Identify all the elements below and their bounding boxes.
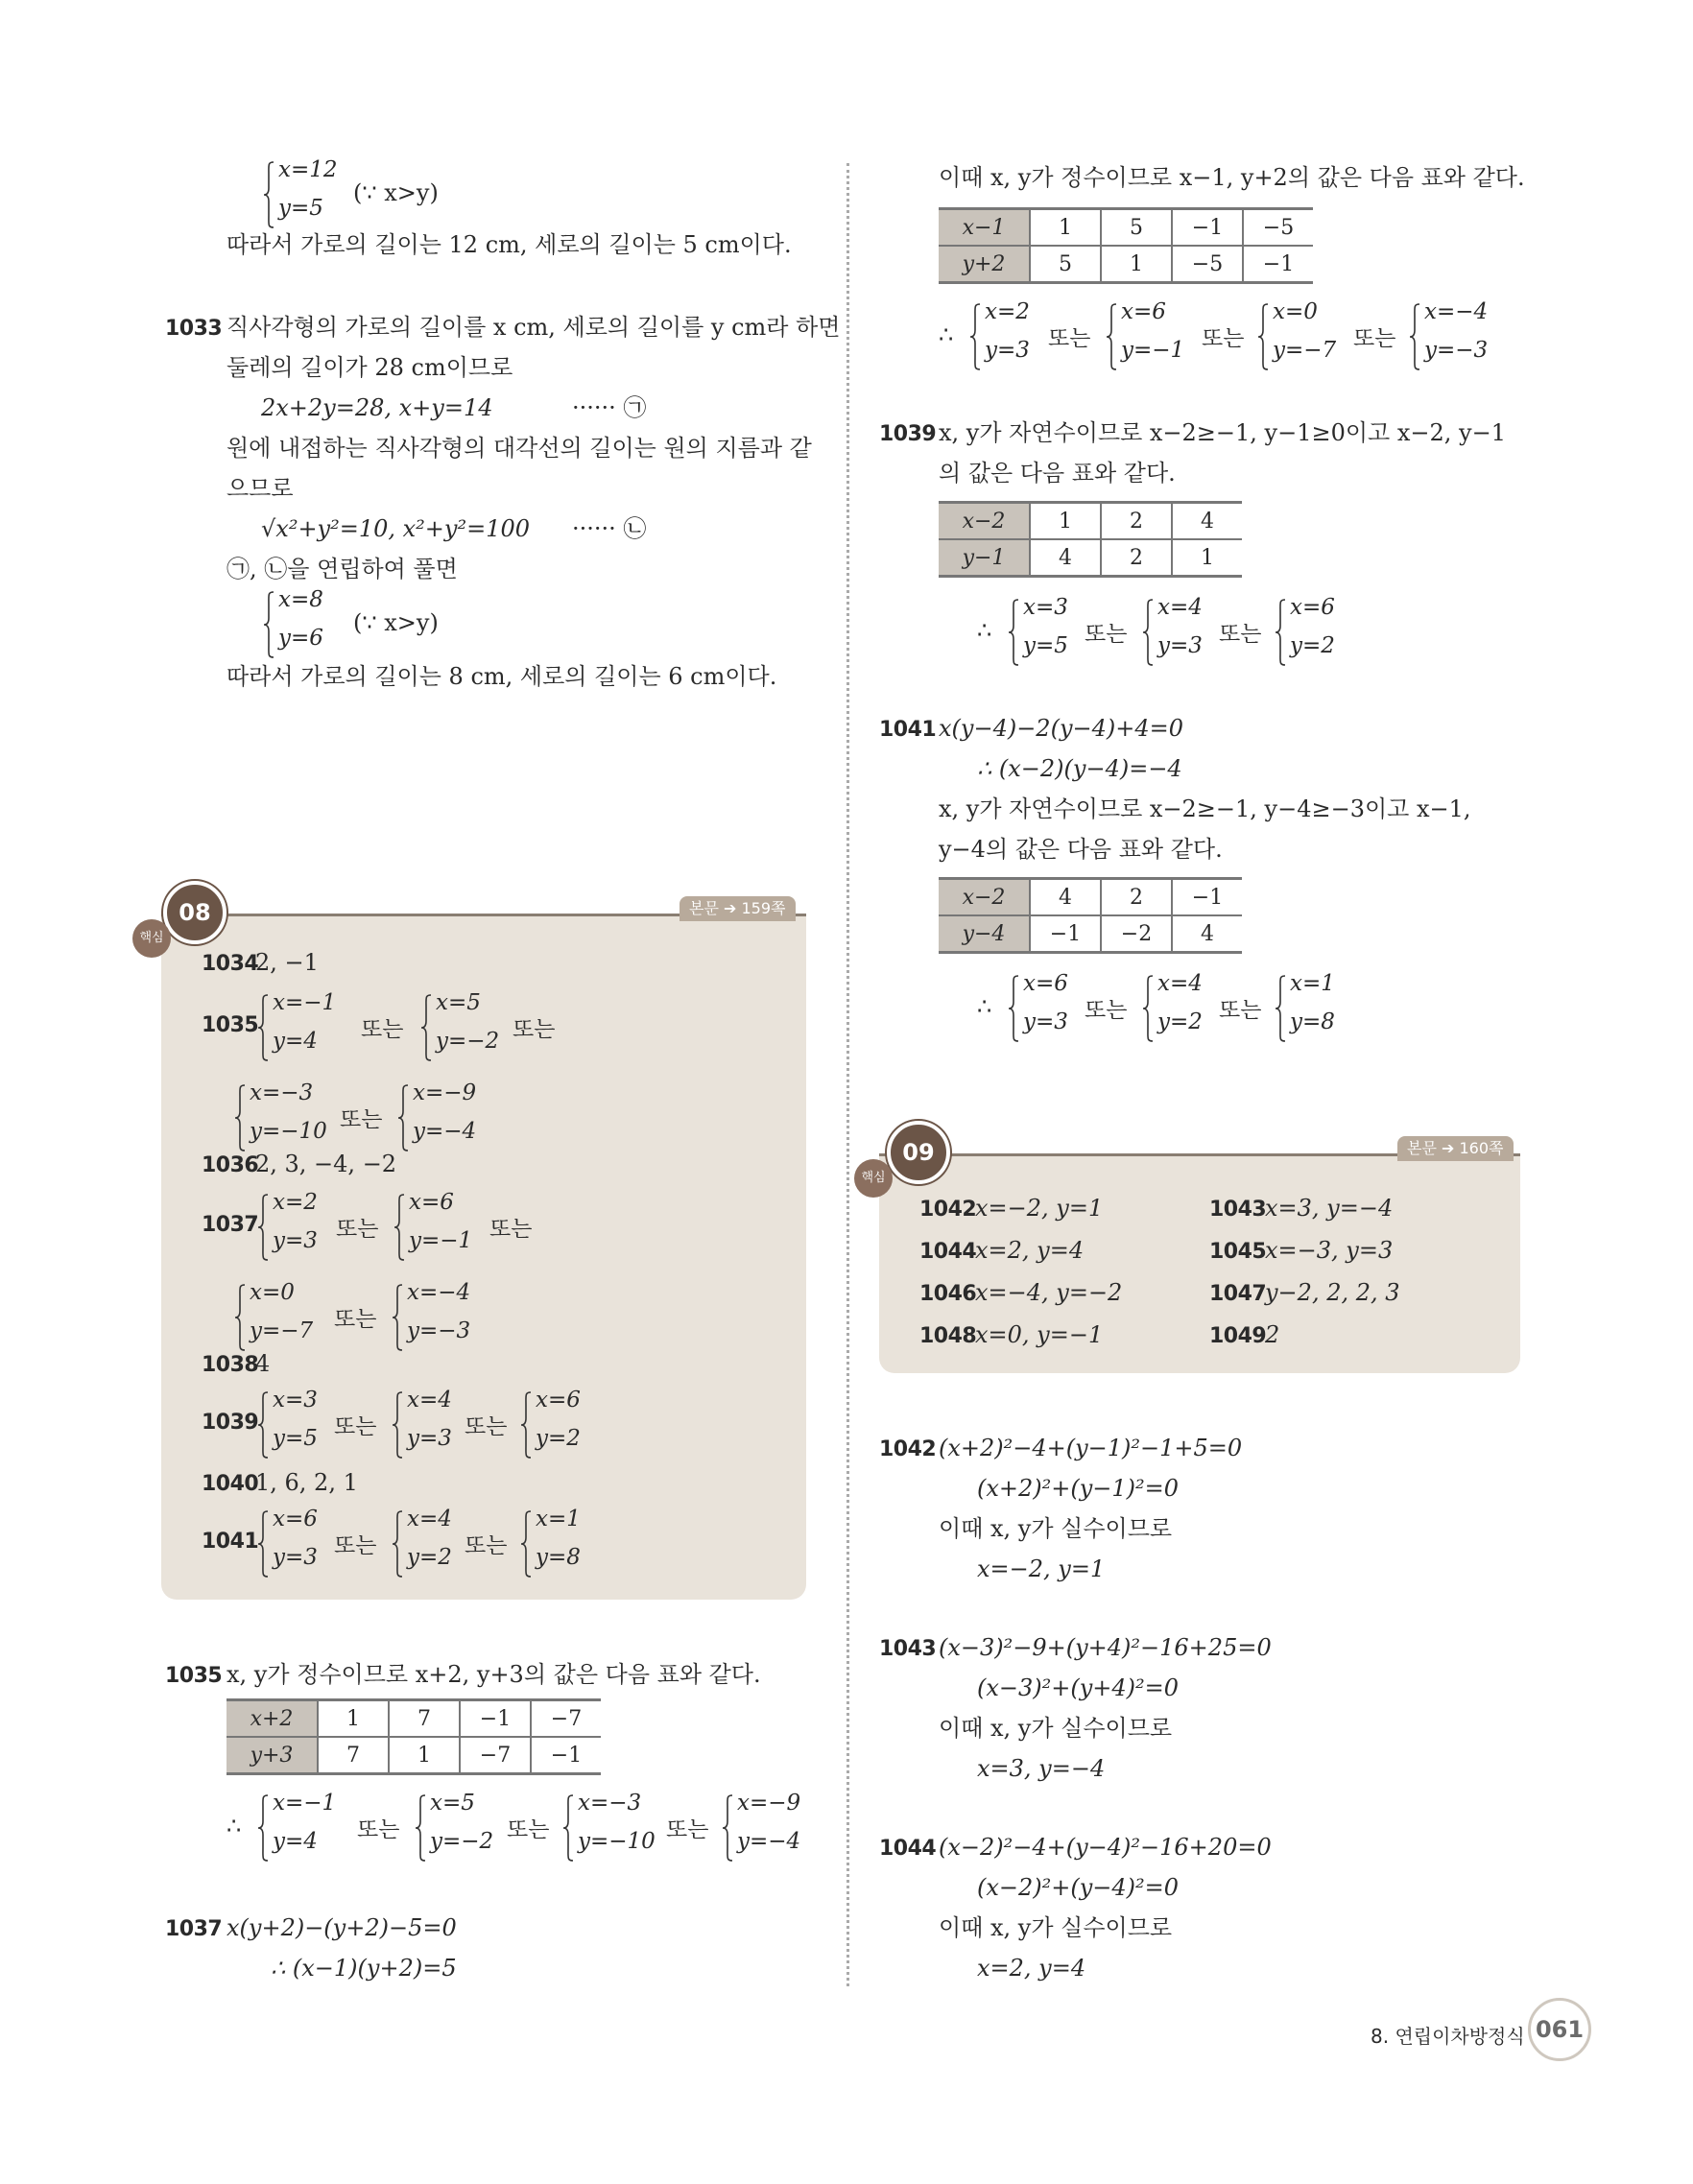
brace-icon <box>415 1794 426 1862</box>
answer-number: 1043 <box>1209 1198 1267 1222</box>
problem-number: 1037 <box>165 1917 223 1941</box>
table-row <box>939 879 1242 916</box>
eq-row: x=4 <box>407 1388 452 1412</box>
eq-row: y=−10 <box>250 1119 327 1144</box>
equation: x(y−4)−2(y−4)+4=0 <box>939 715 1183 742</box>
table-row <box>939 539 1242 577</box>
or-word: 또는 <box>334 1307 377 1332</box>
eq-row: y=−4 <box>413 1119 477 1144</box>
table-row <box>939 503 1242 540</box>
table-header-cell: y+2 <box>939 246 1030 283</box>
eq-row: y=−3 <box>1424 338 1489 363</box>
text-line: x, y가 자연수이므로 x−2≥−1, y−4≥−3이고 x−1, <box>939 795 1471 822</box>
eq-row: y=−3 <box>407 1318 471 1343</box>
brace-icon <box>257 1194 269 1261</box>
table-cell: 4 <box>1030 539 1101 577</box>
table-cell: −1 <box>460 1700 531 1738</box>
answer-number: 1035 <box>202 1013 259 1037</box>
eq-row: y=−4 <box>737 1829 801 1854</box>
table-row <box>939 915 1242 953</box>
table-cell: 1 <box>1172 539 1242 577</box>
table-cell: 5 <box>1101 209 1172 247</box>
answer-number: 1037 <box>202 1213 259 1237</box>
conclusion: 따라서 가로의 길이는 12 cm, 세로의 길이는 5 cm이다. <box>227 231 792 258</box>
text-line: ㉠, ㉡을 연립하여 풀면 <box>227 556 458 582</box>
eq-row: x=−9 <box>737 1791 801 1816</box>
problem-number: 1035 <box>165 1664 223 1688</box>
answer-text: x=−4, y=−2 <box>975 1279 1123 1306</box>
text-line: 직사각형의 가로의 길이를 x cm, 세로의 길이를 y cm라 하면 <box>227 314 841 341</box>
brace-icon <box>420 994 432 1061</box>
table-cell: −1 <box>1030 915 1101 953</box>
eq-row: x=6 <box>1290 595 1335 620</box>
brace-icon <box>1275 975 1286 1042</box>
table-cell: 2 <box>1101 503 1172 540</box>
value-table <box>939 207 1313 284</box>
equation: x=2, y=4 <box>977 1955 1086 1982</box>
table-cell: 1 <box>1101 246 1172 283</box>
eq-row: y=−1 <box>409 1228 473 1253</box>
answer-number: 1039 <box>202 1411 259 1435</box>
eq-row: y=−10 <box>578 1829 656 1854</box>
problem-number: 1041 <box>879 718 937 742</box>
core-tag: 핵심 <box>854 1159 893 1198</box>
brace-icon <box>257 1794 269 1862</box>
problem-number: 1033 <box>165 317 223 341</box>
therefore-symbol: ∴ <box>977 617 992 644</box>
eq-row: x=0 <box>250 1280 295 1305</box>
eq-row: x=4 <box>407 1507 452 1531</box>
text-line: x, y가 정수이므로 x+2, y+3의 값은 다음 표와 같다. <box>227 1661 761 1688</box>
eq-row: y=2 <box>536 1426 581 1451</box>
answer-number: 1034 <box>202 952 259 976</box>
brace-icon <box>1257 303 1269 370</box>
core-tag: 핵심 <box>132 919 171 958</box>
answer-number: 1046 <box>919 1282 977 1306</box>
or-word: 또는 <box>1202 326 1245 351</box>
table-header-cell: x−2 <box>939 879 1030 916</box>
table-row <box>939 209 1313 247</box>
answer-number: 1048 <box>919 1324 977 1348</box>
table-cell: −1 <box>1172 879 1242 916</box>
equation: (x+2)²+(y−1)²=0 <box>977 1475 1180 1502</box>
or-word: 또는 <box>1219 998 1262 1023</box>
value-table <box>939 501 1242 578</box>
or-word: 또는 <box>666 1817 709 1842</box>
brace-icon <box>257 1391 269 1459</box>
condition-note: (∵ x>y) <box>353 609 439 636</box>
eq-row: x=0 <box>1273 299 1318 324</box>
table-cell: 1 <box>1030 503 1101 540</box>
table-row <box>227 1700 601 1738</box>
text-line: 이때 x, y가 정수이므로 x−1, y+2의 값은 다음 표와 같다. <box>939 164 1525 191</box>
eq-row: y=3 <box>1157 633 1203 658</box>
therefore-symbol: ∴ <box>977 993 992 1020</box>
column-divider <box>846 163 849 1986</box>
eq-row: y=4 <box>273 1029 318 1054</box>
condition-note: (∵ x>y) <box>353 179 439 206</box>
section-badge: 08 <box>163 881 227 944</box>
answer-text: 2 <box>1265 1321 1280 1348</box>
answer-text: 1, 6, 2, 1 <box>255 1469 358 1496</box>
text-line: 둘레의 길이가 28 cm이므로 <box>227 354 513 381</box>
table-cell: −2 <box>1101 915 1172 953</box>
eq-row: x=3 <box>273 1388 318 1412</box>
text-line: 이때 x, y가 실수이므로 <box>939 1715 1173 1742</box>
value-table <box>939 877 1242 954</box>
answer-text: x=0, y=−1 <box>975 1321 1104 1348</box>
equation-tag: ······ ㉡ <box>572 515 647 542</box>
or-word: 또는 <box>513 1017 556 1042</box>
eq-row: y=2 <box>1157 1009 1203 1034</box>
value-table <box>227 1698 601 1775</box>
brace-icon <box>257 994 269 1061</box>
or-word: 또는 <box>1048 326 1091 351</box>
answer-number: 1047 <box>1209 1282 1267 1306</box>
table-cell: 2 <box>1101 879 1172 916</box>
equation: (x−3)²+(y+4)²=0 <box>977 1674 1180 1701</box>
equation: (x+2)²−4+(y−1)²−1+5=0 <box>939 1435 1243 1461</box>
problem-number: 1043 <box>879 1637 937 1661</box>
text-line: 이때 x, y가 실수이므로 <box>939 1515 1173 1542</box>
or-word: 또는 <box>489 1217 533 1242</box>
table-row <box>939 246 1313 283</box>
brace-icon <box>263 591 274 658</box>
brace-icon <box>520 1510 532 1578</box>
answer-text: 2, −1 <box>255 949 319 976</box>
answer-text: x=2, y=4 <box>975 1237 1085 1264</box>
table-cell: 4 <box>1172 915 1242 953</box>
brace-icon <box>1142 599 1154 666</box>
table-cell: 1 <box>1030 209 1101 247</box>
or-word: 또는 <box>465 1533 508 1558</box>
or-word: 또는 <box>1085 998 1128 1023</box>
table-cell: −7 <box>460 1737 531 1774</box>
eq-row: y=3 <box>273 1545 318 1570</box>
answer-number: 1041 <box>202 1530 259 1554</box>
table-header-cell: x−2 <box>939 503 1030 540</box>
table-cell: 7 <box>318 1737 389 1774</box>
answer-text: x=−3, y=3 <box>1265 1237 1394 1264</box>
brace-icon <box>520 1391 532 1459</box>
eq-row: x=4 <box>1157 595 1203 620</box>
eq-row: y=−2 <box>430 1829 494 1854</box>
table-header-cell: y+3 <box>227 1737 318 1774</box>
brace-icon <box>1142 975 1154 1042</box>
eq-row: x=−3 <box>578 1791 642 1816</box>
eq-row: x=−9 <box>413 1080 477 1105</box>
eq-row: x=−4 <box>1424 299 1489 324</box>
table-cell: −1 <box>1243 246 1313 283</box>
table-cell: 2 <box>1101 539 1172 577</box>
eq-row: x=6 <box>273 1507 318 1531</box>
answer-text: y−2, 2, 2, 3 <box>1265 1279 1400 1306</box>
equation: (x−2)²+(y−4)²=0 <box>977 1874 1180 1901</box>
eq-row: y=−2 <box>436 1029 500 1054</box>
table-header-cell: x+2 <box>227 1700 318 1738</box>
eq-row: y=3 <box>985 338 1030 363</box>
eq-row: x=2 <box>273 1190 318 1215</box>
eq-row: y=5 <box>1023 633 1068 658</box>
brace-icon <box>393 1194 405 1261</box>
page-reference[interactable]: 본문 ➔ 160쪽 <box>1397 1136 1514 1161</box>
table-cell: 4 <box>1030 879 1101 916</box>
equation: ∴ (x−1)(y+2)=5 <box>271 1955 457 1982</box>
table-row <box>227 1737 601 1774</box>
answer-text: x=−2, y=1 <box>975 1195 1104 1222</box>
or-word: 또는 <box>1353 326 1396 351</box>
or-word: 또는 <box>507 1817 550 1842</box>
eq-row: x=6 <box>1023 971 1068 996</box>
answer-number: 1045 <box>1209 1240 1267 1264</box>
eq-row: x=1 <box>536 1507 581 1531</box>
eq-row: y=6 <box>278 626 323 651</box>
eq-row: x=−1 <box>273 1791 337 1816</box>
table-cell: −5 <box>1243 209 1313 247</box>
therefore-symbol: ∴ <box>227 1813 242 1840</box>
eq-row: x=5 <box>430 1791 475 1816</box>
eq-row: y=2 <box>407 1545 452 1570</box>
conclusion: 따라서 가로의 길이는 8 cm, 세로의 길이는 6 cm이다. <box>227 663 777 690</box>
or-word: 또는 <box>465 1414 508 1439</box>
equation: 2x+2y=28, x+y=14 <box>261 394 493 421</box>
eq-row: x=12 <box>278 157 338 182</box>
eq-row: x=2 <box>985 299 1030 324</box>
equation: (x−3)²−9+(y+4)²−16+25=0 <box>939 1634 1272 1661</box>
brace-icon <box>1409 303 1420 370</box>
answer-number: 1038 <box>202 1353 259 1377</box>
brace-icon <box>392 1510 403 1578</box>
or-word: 또는 <box>336 1217 379 1242</box>
brace-icon <box>234 1284 246 1351</box>
table-cell: −5 <box>1172 246 1243 283</box>
eq-row: y=8 <box>536 1545 581 1570</box>
brace-icon <box>392 1284 403 1351</box>
or-word: 또는 <box>357 1817 400 1842</box>
table-cell: −7 <box>531 1700 601 1738</box>
answer-number: 1040 <box>202 1472 259 1496</box>
equation: x=−2, y=1 <box>977 1555 1106 1582</box>
brace-icon <box>1008 599 1019 666</box>
brace-icon <box>1008 975 1019 1042</box>
eq-row: y=3 <box>407 1426 452 1451</box>
eq-row: x=−4 <box>407 1280 471 1305</box>
eq-row: x=4 <box>1157 971 1203 996</box>
eq-row: y=−1 <box>1121 338 1185 363</box>
table-cell: −1 <box>1172 209 1243 247</box>
section-badge: 09 <box>887 1121 950 1184</box>
eq-row: x=−1 <box>273 990 337 1015</box>
table-header-cell: y−1 <box>939 539 1030 577</box>
text-line: 으므로 <box>227 475 294 502</box>
or-word: 또는 <box>334 1414 377 1439</box>
text-line: 의 값은 다음 표와 같다. <box>939 460 1176 487</box>
brace-icon <box>722 1794 733 1862</box>
brace-icon <box>1275 599 1286 666</box>
eq-row: x=6 <box>1121 299 1166 324</box>
table-header-cell: x−1 <box>939 209 1030 247</box>
table-cell: 4 <box>1172 503 1242 540</box>
answer-number: 1044 <box>919 1240 977 1264</box>
eq-row: x=8 <box>278 587 323 612</box>
answer-number: 1049 <box>1209 1324 1267 1348</box>
equation: x=3, y=−4 <box>977 1755 1106 1782</box>
answer-number: 1036 <box>202 1153 259 1177</box>
eq-row: y=−7 <box>1273 338 1337 363</box>
eq-row: x=6 <box>536 1388 581 1412</box>
text-line: x, y가 자연수이므로 x−2≥−1, y−1≥0이고 x−2, y−1 <box>939 419 1506 446</box>
eq-row: y=3 <box>273 1228 318 1253</box>
table-header-cell: y−4 <box>939 915 1030 953</box>
eq-row: y=5 <box>278 196 323 221</box>
text-line: 이때 x, y가 실수이므로 <box>939 1914 1173 1941</box>
equation: ∴ (x−2)(y−4)=−4 <box>977 755 1182 782</box>
eq-row: x=1 <box>1290 971 1335 996</box>
table-cell: −1 <box>531 1737 601 1774</box>
or-word: 또는 <box>1085 622 1128 647</box>
chapter-title: 8. 연립이차방정식 <box>1371 2025 1525 2048</box>
eq-row: y=4 <box>273 1829 318 1854</box>
table-cell: 7 <box>389 1700 460 1738</box>
equation: x(y+2)−(y+2)−5=0 <box>227 1914 457 1941</box>
table-cell: 5 <box>1030 246 1101 283</box>
table-cell: 1 <box>389 1737 460 1774</box>
answer-text: 2, 3, −4, −2 <box>255 1151 397 1177</box>
brace-icon <box>397 1084 409 1151</box>
problem-number: 1044 <box>879 1837 937 1861</box>
brace-icon <box>969 303 981 370</box>
eq-row: x=6 <box>409 1190 454 1215</box>
equation: (x−2)²−4+(y−4)²−16+20=0 <box>939 1834 1272 1861</box>
eq-row: x=−3 <box>250 1080 314 1105</box>
brace-icon <box>392 1391 403 1459</box>
problem-number: 1042 <box>879 1437 937 1461</box>
or-word: 또는 <box>340 1107 383 1132</box>
eq-row: y=8 <box>1290 1009 1335 1034</box>
or-word: 또는 <box>361 1017 404 1042</box>
answer-text: 4 <box>255 1350 271 1377</box>
table-cell: 1 <box>318 1700 389 1738</box>
brace-icon <box>1106 303 1117 370</box>
equation-tag: ······ ㉠ <box>572 394 647 421</box>
or-word: 또는 <box>1219 622 1262 647</box>
brace-icon <box>257 1510 269 1578</box>
answer-number: 1042 <box>919 1198 977 1222</box>
answer-text: x=3, y=−4 <box>1265 1195 1394 1222</box>
problem-number: 1039 <box>879 422 937 446</box>
brace-icon <box>234 1084 246 1151</box>
eq-row: y=−7 <box>250 1318 314 1343</box>
eq-row: y=5 <box>273 1426 318 1451</box>
page-number: 061 <box>1528 1998 1591 2061</box>
eq-row: x=5 <box>436 990 481 1015</box>
text-line: y−4의 값은 다음 표와 같다. <box>939 836 1223 863</box>
eq-row: x=3 <box>1023 595 1068 620</box>
brace-icon <box>263 161 274 228</box>
therefore-symbol: ∴ <box>939 321 954 348</box>
eq-row: y=3 <box>1023 1009 1068 1034</box>
or-word: 또는 <box>334 1533 377 1558</box>
eq-row: y=2 <box>1290 633 1335 658</box>
text-line: 원에 내접하는 직사각형의 대각선의 길이는 원의 지름과 같 <box>227 435 812 462</box>
brace-icon <box>562 1794 574 1862</box>
equation: √x²+y²=10, x²+y²=100 <box>261 515 531 542</box>
page-reference[interactable]: 본문 ➔ 159쪽 <box>680 896 796 921</box>
